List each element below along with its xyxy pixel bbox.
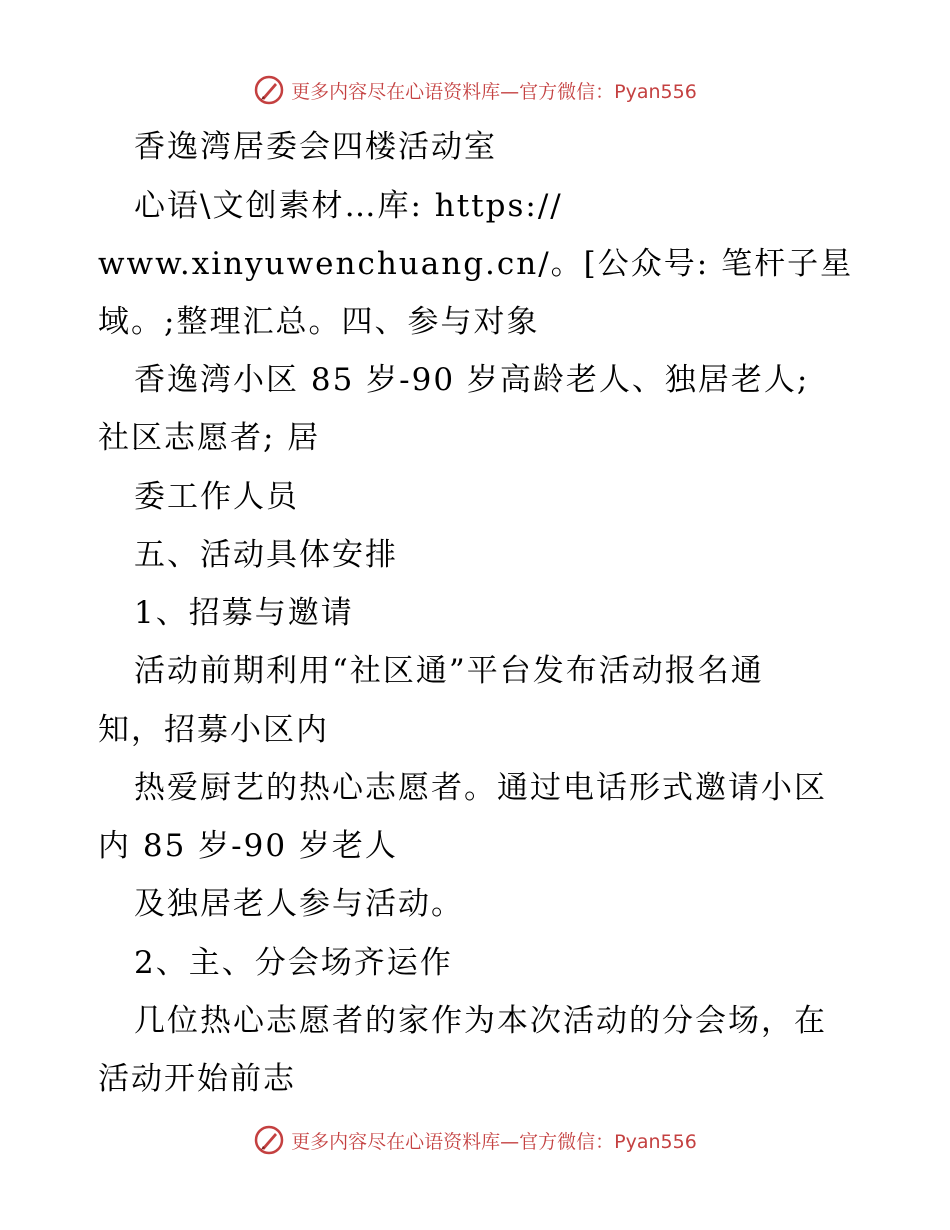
watermark-separator: — [500, 80, 520, 103]
text-line: 几位热心志愿者的家作为本次活动的分会场，在 [134, 1003, 827, 1039]
section-heading: 五、活动具体安排 [134, 537, 398, 573]
watermark-text: 更多内容尽在心语资料库 [291, 1130, 501, 1153]
header-watermark [0, 70, 950, 110]
subsection-heading: 1、招募与邀请 [134, 595, 354, 631]
text-line: 内 85 岁-90 岁老人 [98, 828, 398, 864]
text-line: 活动前期利用“社区通”平台发布活动报名通 [134, 653, 764, 689]
text-line: 域。;整理汇总。四、参与对象 [98, 304, 540, 340]
text-line: 委工作人员 [134, 479, 299, 515]
text-line: www.xinyuwenchuang.cn/。[公众号: 笔杆子星 [98, 246, 854, 282]
text-line: 及独居老人参与活动。 [134, 886, 464, 922]
watermark-text: 更多内容尽在心语资料库 [291, 80, 501, 103]
watermark-wechat: 官方微信：Pyan556 [519, 80, 697, 103]
watermark-wechat: 官方微信：Pyan556 [519, 1130, 697, 1153]
subsection-heading: 2、主、分会场齐运作 [134, 945, 453, 981]
text-line: 热爱厨艺的热心志愿者。通过电话形式邀请小区 [134, 770, 827, 806]
text-line: 香逸湾小区 85 岁-90 岁高龄老人、独居老人; [134, 362, 810, 398]
text-line: 社区志愿者; 居 [98, 420, 321, 456]
text-line: 活动开始前志 [98, 1061, 296, 1097]
text-line: 心语\文创素材…库: https:// [134, 188, 563, 224]
quill-logo-icon [253, 1124, 285, 1156]
footer-watermark [0, 1120, 950, 1160]
text-line: 知，招募小区内 [98, 712, 329, 748]
quill-logo-icon [253, 74, 285, 106]
text-line: 香逸湾居委会四楼活动室 [134, 129, 497, 165]
watermark-separator: — [500, 1130, 520, 1153]
